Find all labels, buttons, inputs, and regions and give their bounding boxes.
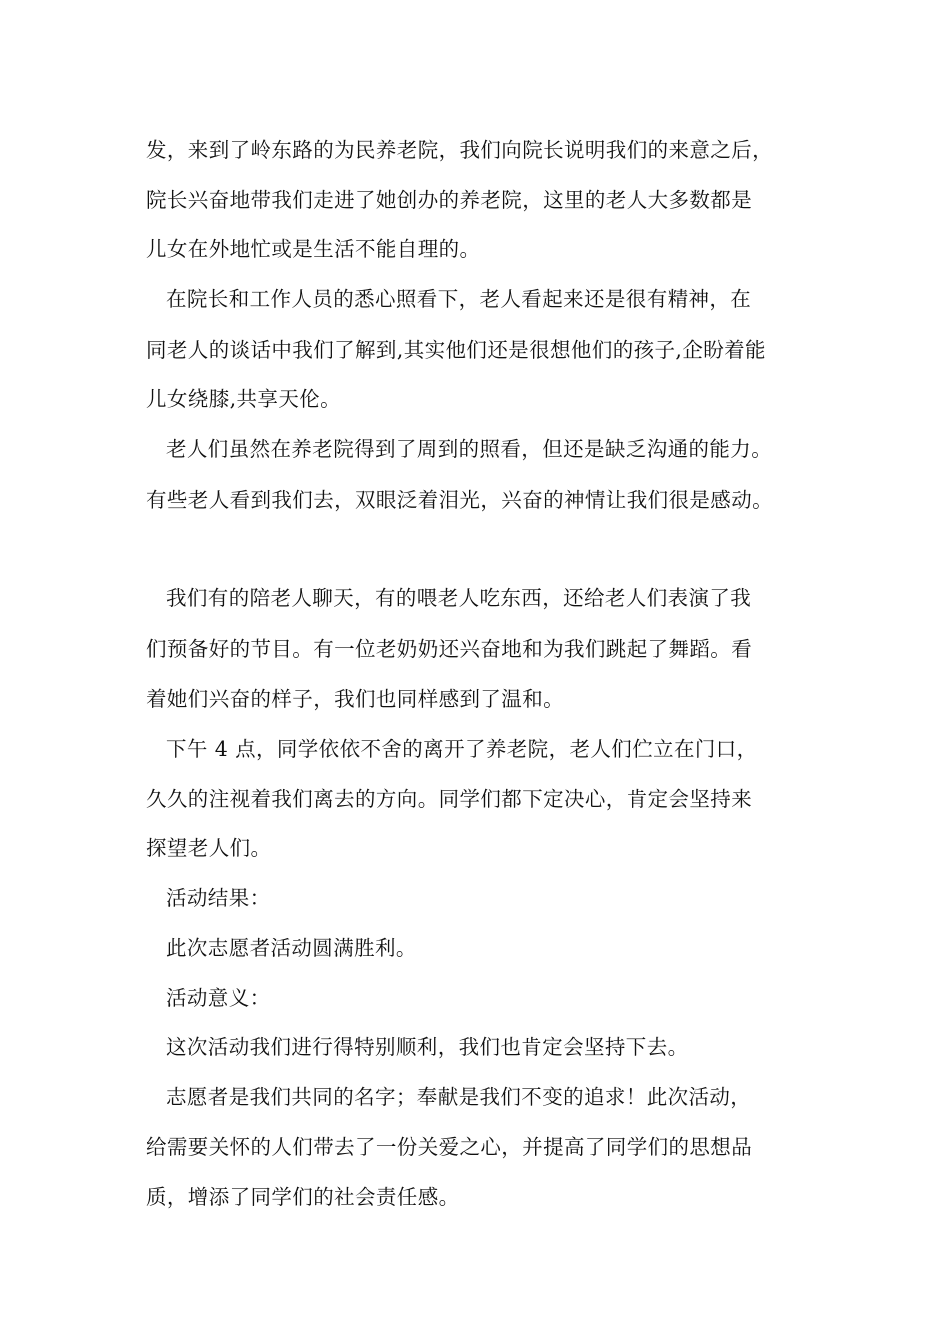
text-line: 着她们兴奋的样子，我们也同样感到了温和。	[146, 687, 564, 711]
text-line: 久久的注视着我们离去的方向。同学们都下定决心，肯定会坚持来	[146, 787, 753, 811]
text-line: 我们有的陪老人聊天，有的喂老人吃东西，还给老人们表演了我	[166, 586, 752, 610]
text-line: 们预备好的节目。有一位老奶奶还兴奋地和为我们跳起了舞蹈。看	[146, 637, 753, 661]
section-heading: 活动意义：	[166, 986, 271, 1010]
text-line: 此次志愿者活动圆满胜利。	[166, 936, 417, 960]
text-line: 志愿者是我们共同的名字；奉献是我们不变的追求！此次活动，	[166, 1085, 752, 1109]
text-line: 院长兴奋地带我们走进了她创办的养老院，这里的老人大多数都是	[146, 188, 753, 212]
text-line: 同老人的谈话中我们了解到,其实他们还是很想他们的孩子,企盼着能	[146, 338, 766, 362]
text-line: 质，增添了同学们的社会责任感。	[146, 1185, 460, 1209]
text-line: 在院长和工作人员的悉心照看下，老人看起来还是很有精神，在	[166, 287, 752, 311]
text-line: 儿女绕膝,共享天伦。	[146, 387, 342, 411]
text-line: 探望老人们。	[146, 836, 272, 860]
text-line: 发，来到了岭东路的为民养老院，我们向院长说明我们的来意之后，	[146, 138, 773, 162]
text-line: 有些老人看到我们去，双眼泛着泪光，兴奋的神情让我们很是感动。	[146, 488, 773, 512]
text-line: 老人们虽然在养老院得到了周到的照看，但还是缺乏沟通的能力。	[166, 437, 773, 461]
text-line: 给需要关怀的人们带去了一份关爱之心，并提高了同学们的思想品	[146, 1135, 753, 1159]
section-heading: 活动结果：	[166, 886, 271, 910]
text-line: 下午 4 点，同学依依不舍的离开了养老院，老人们伫立在门口，	[166, 737, 758, 761]
text-line: 儿女在外地忙或是生活不能自理的。	[146, 237, 481, 261]
text-line: 这次活动我们进行得特别顺利，我们也肯定会坚持下去。	[166, 1035, 689, 1059]
